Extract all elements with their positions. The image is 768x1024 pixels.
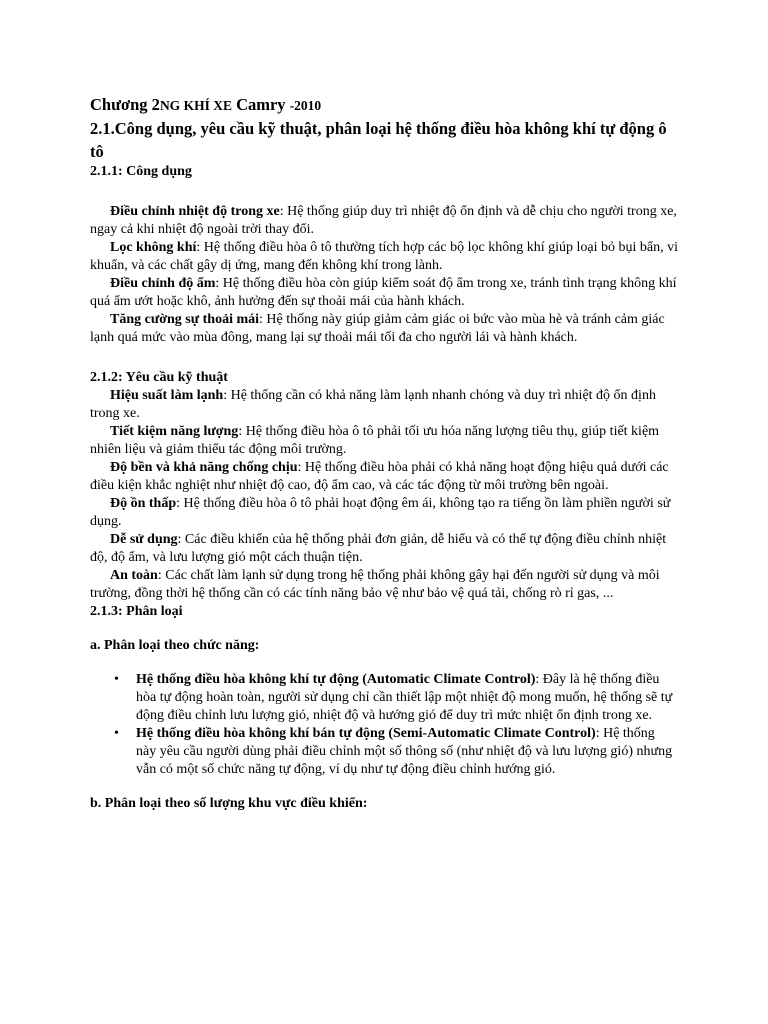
heading-2-1-1: 2.1.1: Công dụng: [90, 164, 192, 179]
paragraph-term: Hiệu suất làm lạnh: [110, 388, 224, 403]
paragraph-text: : Các chất làm lạnh sử dụng trong hệ thống phải không gây hại đến người sử dụng và môi trường, đồng thời hệ thống cần có các tính năng bảo vệ như bảo vệ quá tải, chống rò rỉ gas, ...: [90, 568, 660, 601]
paragraph-term: Tăng cường sự thoải mái: [110, 312, 260, 327]
classification-list: [90, 671, 678, 779]
paragraph: [90, 239, 678, 275]
paragraph-term: Điều chỉnh nhiệt độ trong xe: [110, 204, 280, 219]
paragraph: [90, 387, 678, 423]
paragraph-text: : Hệ thống điều hòa ô tô thường tích hợp các bộ lọc không khí giúp loại bỏ bụi bẩn, vi khuẩn, và các chất gây dị ứng, mang đến không khí trong lành.: [90, 240, 678, 273]
document-page: [90, 95, 678, 813]
paragraph-term: An toàn: [110, 568, 158, 583]
paragraph: [90, 311, 678, 347]
list-item-text: : Đây là hệ thống điều hòa tự động hoàn toàn, người sử dụng chỉ cần thiết lập một nhiệt độ mong muốn, hệ thống sẽ tự động điều chỉnh lưu lượng gió, nhiệt độ và hướng gió để duy trì mức nhiệt ổn định trong xe.: [136, 672, 673, 723]
paragraph-term: Dễ sử dụng: [110, 532, 178, 547]
paragraph-term: Độ ồn thấp: [110, 496, 177, 511]
list-item-term: Hệ thống điều hòa không khí bán tự động (Semi-Automatic Climate Control): [136, 726, 596, 741]
chapter-title-part2: NG KHÍ XE: [159, 98, 232, 113]
paragraph-text: : Hệ thống cần có khả năng làm lạnh nhanh chóng và duy trì nhiệt độ ổn định trong xe.: [90, 388, 656, 421]
paragraph-term: Lọc không khí: [110, 240, 197, 255]
heading-2-1-2: 2.1.2: Yêu cầu kỹ thuật: [90, 370, 228, 385]
paragraph: [90, 275, 678, 311]
paragraph: [90, 459, 678, 495]
paragraph-term: Điều chỉnh độ ẩm: [110, 276, 216, 291]
chapter-title-part1: Chương 2: [90, 95, 160, 114]
paragraph-term: Độ bền và khả năng chống chịu: [110, 460, 298, 475]
paragraph-text: : Hệ thống điều hòa ô tô phải tối ưu hóa năng lượng tiêu thụ, giúp tiết kiệm nhiên liệu và giảm thiểu tác động môi trường.: [90, 424, 660, 457]
paragraph-term: Tiết kiệm năng lượng: [110, 424, 239, 439]
paragraph-text: : Hệ thống này giúp giảm cảm giác oi bức vào mùa hè và tránh cảm giác lạnh quá mức vào mùa đông, mang lại sự thoải mái tối đa cho người lái và hành khách.: [90, 312, 665, 345]
paragraph-text: : Các điều khiển của hệ thống phải đơn giản, dễ hiểu và có thể tự động điều chỉnh nhiệt độ, độ ẩm, và lưu lượng gió một cách thuận tiện.: [90, 532, 667, 565]
paragraph: [90, 423, 678, 459]
chapter-title: [90, 95, 678, 116]
paragraph: [90, 567, 678, 603]
chapter-title-part4: -2010: [289, 98, 322, 113]
paragraph: [90, 203, 678, 239]
paragraph-text: : Hệ thống điều hòa phải có khả năng hoạt động hiệu quả dưới các điều kiện khắc nghiệt như nhiệt độ cao, độ ẩm cao, và các tác động từ môi trường bên ngoài.: [90, 460, 669, 493]
list-item: [114, 725, 678, 779]
bullet-icon: •: [114, 726, 119, 741]
paragraph-text: : Hệ thống giúp duy trì nhiệt độ ổn định và dễ chịu cho người trong xe, ngay cả khi nhiệt độ ngoài trời thay đổi.: [90, 204, 677, 237]
paragraph-text: : Hệ thống điều hòa ô tô phải hoạt động êm ái, không tạo ra tiếng ồn làm phiền người sử dụng.: [90, 496, 671, 529]
bullet-icon: •: [114, 672, 119, 687]
list-item: [114, 671, 678, 725]
paragraph: [90, 495, 678, 531]
subheading-a: a. Phân loại theo chức năng:: [90, 638, 260, 653]
heading-2-1: 2.1.Công dụng, yêu cầu kỹ thuật, phân loại hệ thống điều hòa không khí tự động ô tô: [90, 119, 667, 161]
heading-2-1-3: 2.1.3: Phân loại: [90, 604, 183, 619]
chapter-title-part3: Camry: [231, 95, 290, 114]
subheading-b: b. Phân loại theo số lượng khu vực điều khiển:: [90, 796, 368, 811]
paragraph: [90, 531, 678, 567]
paragraph-text: : Hệ thống điều hòa còn giúp kiểm soát độ ẩm trong xe, tránh tình trạng không khí quá ẩm ướt hoặc khô, ảnh hưởng đến sự thoải mái của hành khách.: [90, 276, 677, 309]
list-item-term: Hệ thống điều hòa không khí tự động (Automatic Climate Control): [136, 672, 536, 687]
list-item-text: : Hệ thống này yêu cầu người dùng phải điều chỉnh một số thông số (như nhiệt độ và lưu lượng gió) nhưng vẫn có một số chức năng tự động, ví dụ như tự động điều chỉnh hướng gió.: [136, 726, 673, 777]
